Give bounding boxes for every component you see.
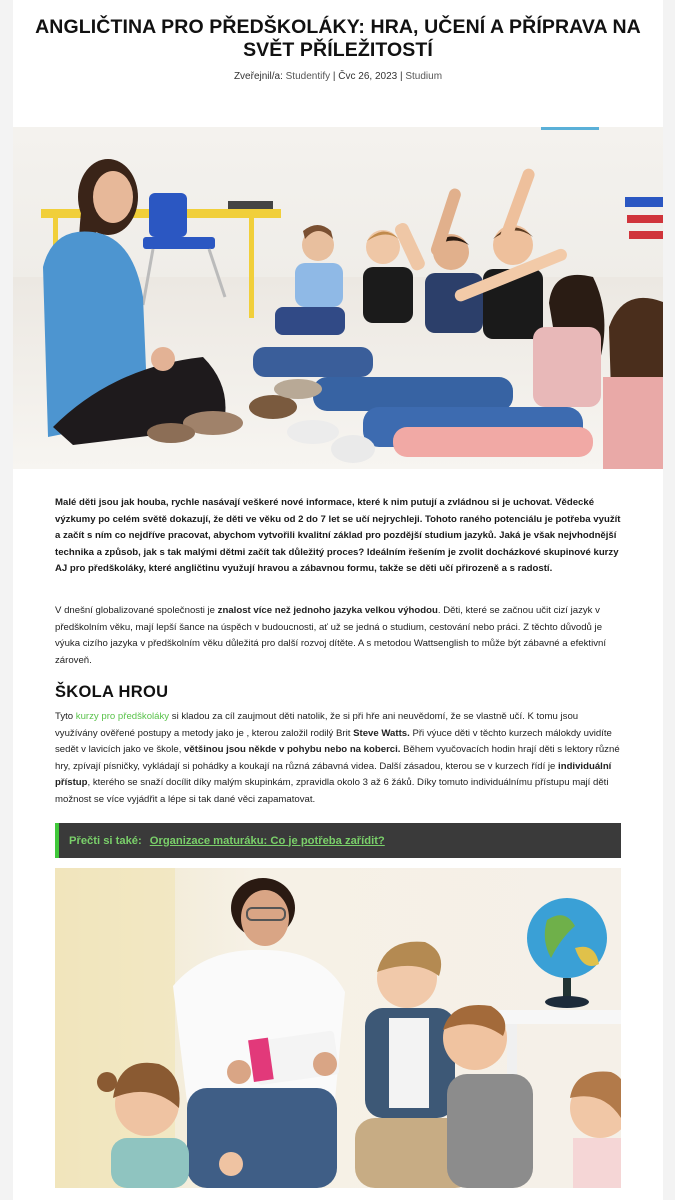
bold-fragment: Steve Watts. <box>353 727 410 739</box>
paragraph-school-play <box>55 709 623 808</box>
text-fragment: Tyto <box>55 711 76 722</box>
article-meta <box>13 71 663 82</box>
courses-link[interactable]: kurzy pro předškoláky <box>75 711 170 722</box>
publish-date: Čvc 26, 2023 <box>338 71 398 82</box>
category-link[interactable]: Studium <box>405 71 443 82</box>
text-fragment: V dnešní globalizované společnosti je <box>55 605 218 616</box>
bold-fragment: individuální přístup <box>55 760 612 788</box>
read-also-label: Přečti si také: <box>69 834 142 847</box>
text-fragment: si kladou za cíl zaujmout děti natolik, že si při hře ani neuvědomí, že se vlastně učí. K tomu jsou využívány ověřené postupy a metody jako je , kterou založil rodilý Brit <box>55 711 579 739</box>
paragraph-globalized <box>55 603 623 669</box>
author-link[interactable]: Studentify <box>285 71 331 82</box>
lesson-photo <box>55 868 621 1188</box>
bold-fragment: znalost více než jednoho jazyka velkou výhodou <box>217 605 438 616</box>
bold-fragment: většinou jsou někde v pohybu nebo na koberci. <box>184 744 401 755</box>
intro-paragraph: Malé děti jsou jak houba, rychle nasávají veškeré nové informace, které k nim putují a zvládnou si je uchovat. Vědecké výzkumy po celém světě dokazují, že děti ve věku od 2 do 7 let se učí nejrychleji. Tohoto raného potenciálu je potřeba využít a začít s ním co nejdříve pracovat, abychom vytvořili kvalitní základ pro pozdější studium jazyků. Jaká je však nejvhodnější technika a způsob, jak s tak malými dětmi začít tak důležitý proces? Ideálním řešením je zvolit docházkové skupinové kurzy AJ pro předškoláky, které angličtinu využují hravou a zábavnou formu, takže se děti učí přirozeně a s radostí. <box>55 497 621 574</box>
text-fragment: Při výuce děti v těchto kurzech málokdy uvidíte sedět v lavicích jako ve škole, <box>55 727 612 755</box>
meta-separator: | <box>330 71 339 82</box>
text-fragment: , kterého se snaží docílit díky malým skupinkám, zpravidla okolo 3 až 6 žáků. Díky tomuto individuálnímu přístupu mají děti možnost se více vyjádřit a lépe si tak dané věci zapamatovat. <box>55 777 609 805</box>
meta-separator: | <box>397 71 406 82</box>
article-title: ANGLIČTINA PRO PŘEDŠKOLÁKY: HRA, UČENÍ A PŘÍPRAVA NA SVĚT PŘÍLEŽITOSTÍ <box>35 16 641 61</box>
text-fragment: . Děti, které se začnou učit cizí jazyk v předškolním věku, mají lepší šance na úspěch v budoucnosti, ať už se jedná o studium, cestování nebo práci. Z těchto důvodů je výuka cizího jazyka v předškolním věku důležitá pro další rozvoj dítěte. A s metodou Wattsenglish to může být zábavné a efektivní zároveň. <box>55 605 607 666</box>
hero-image <box>13 127 663 469</box>
section-heading: ŠKOLA HROU <box>55 683 169 701</box>
read-also-box <box>55 823 621 858</box>
article-page <box>13 0 663 1200</box>
text-fragment: Během vyučovacích hodin hrají děti s lektory různé hry, zpívají písničky, vykládají si pohádky a koukají na různá zábavná videa. Další zásadou, kterou se v kurzech řídí je <box>55 744 620 772</box>
author-prefix: Zveřejnil/a: <box>233 71 286 82</box>
read-also-link[interactable]: Organizace maturáku: Co je potřeba zařídit? <box>149 834 385 847</box>
